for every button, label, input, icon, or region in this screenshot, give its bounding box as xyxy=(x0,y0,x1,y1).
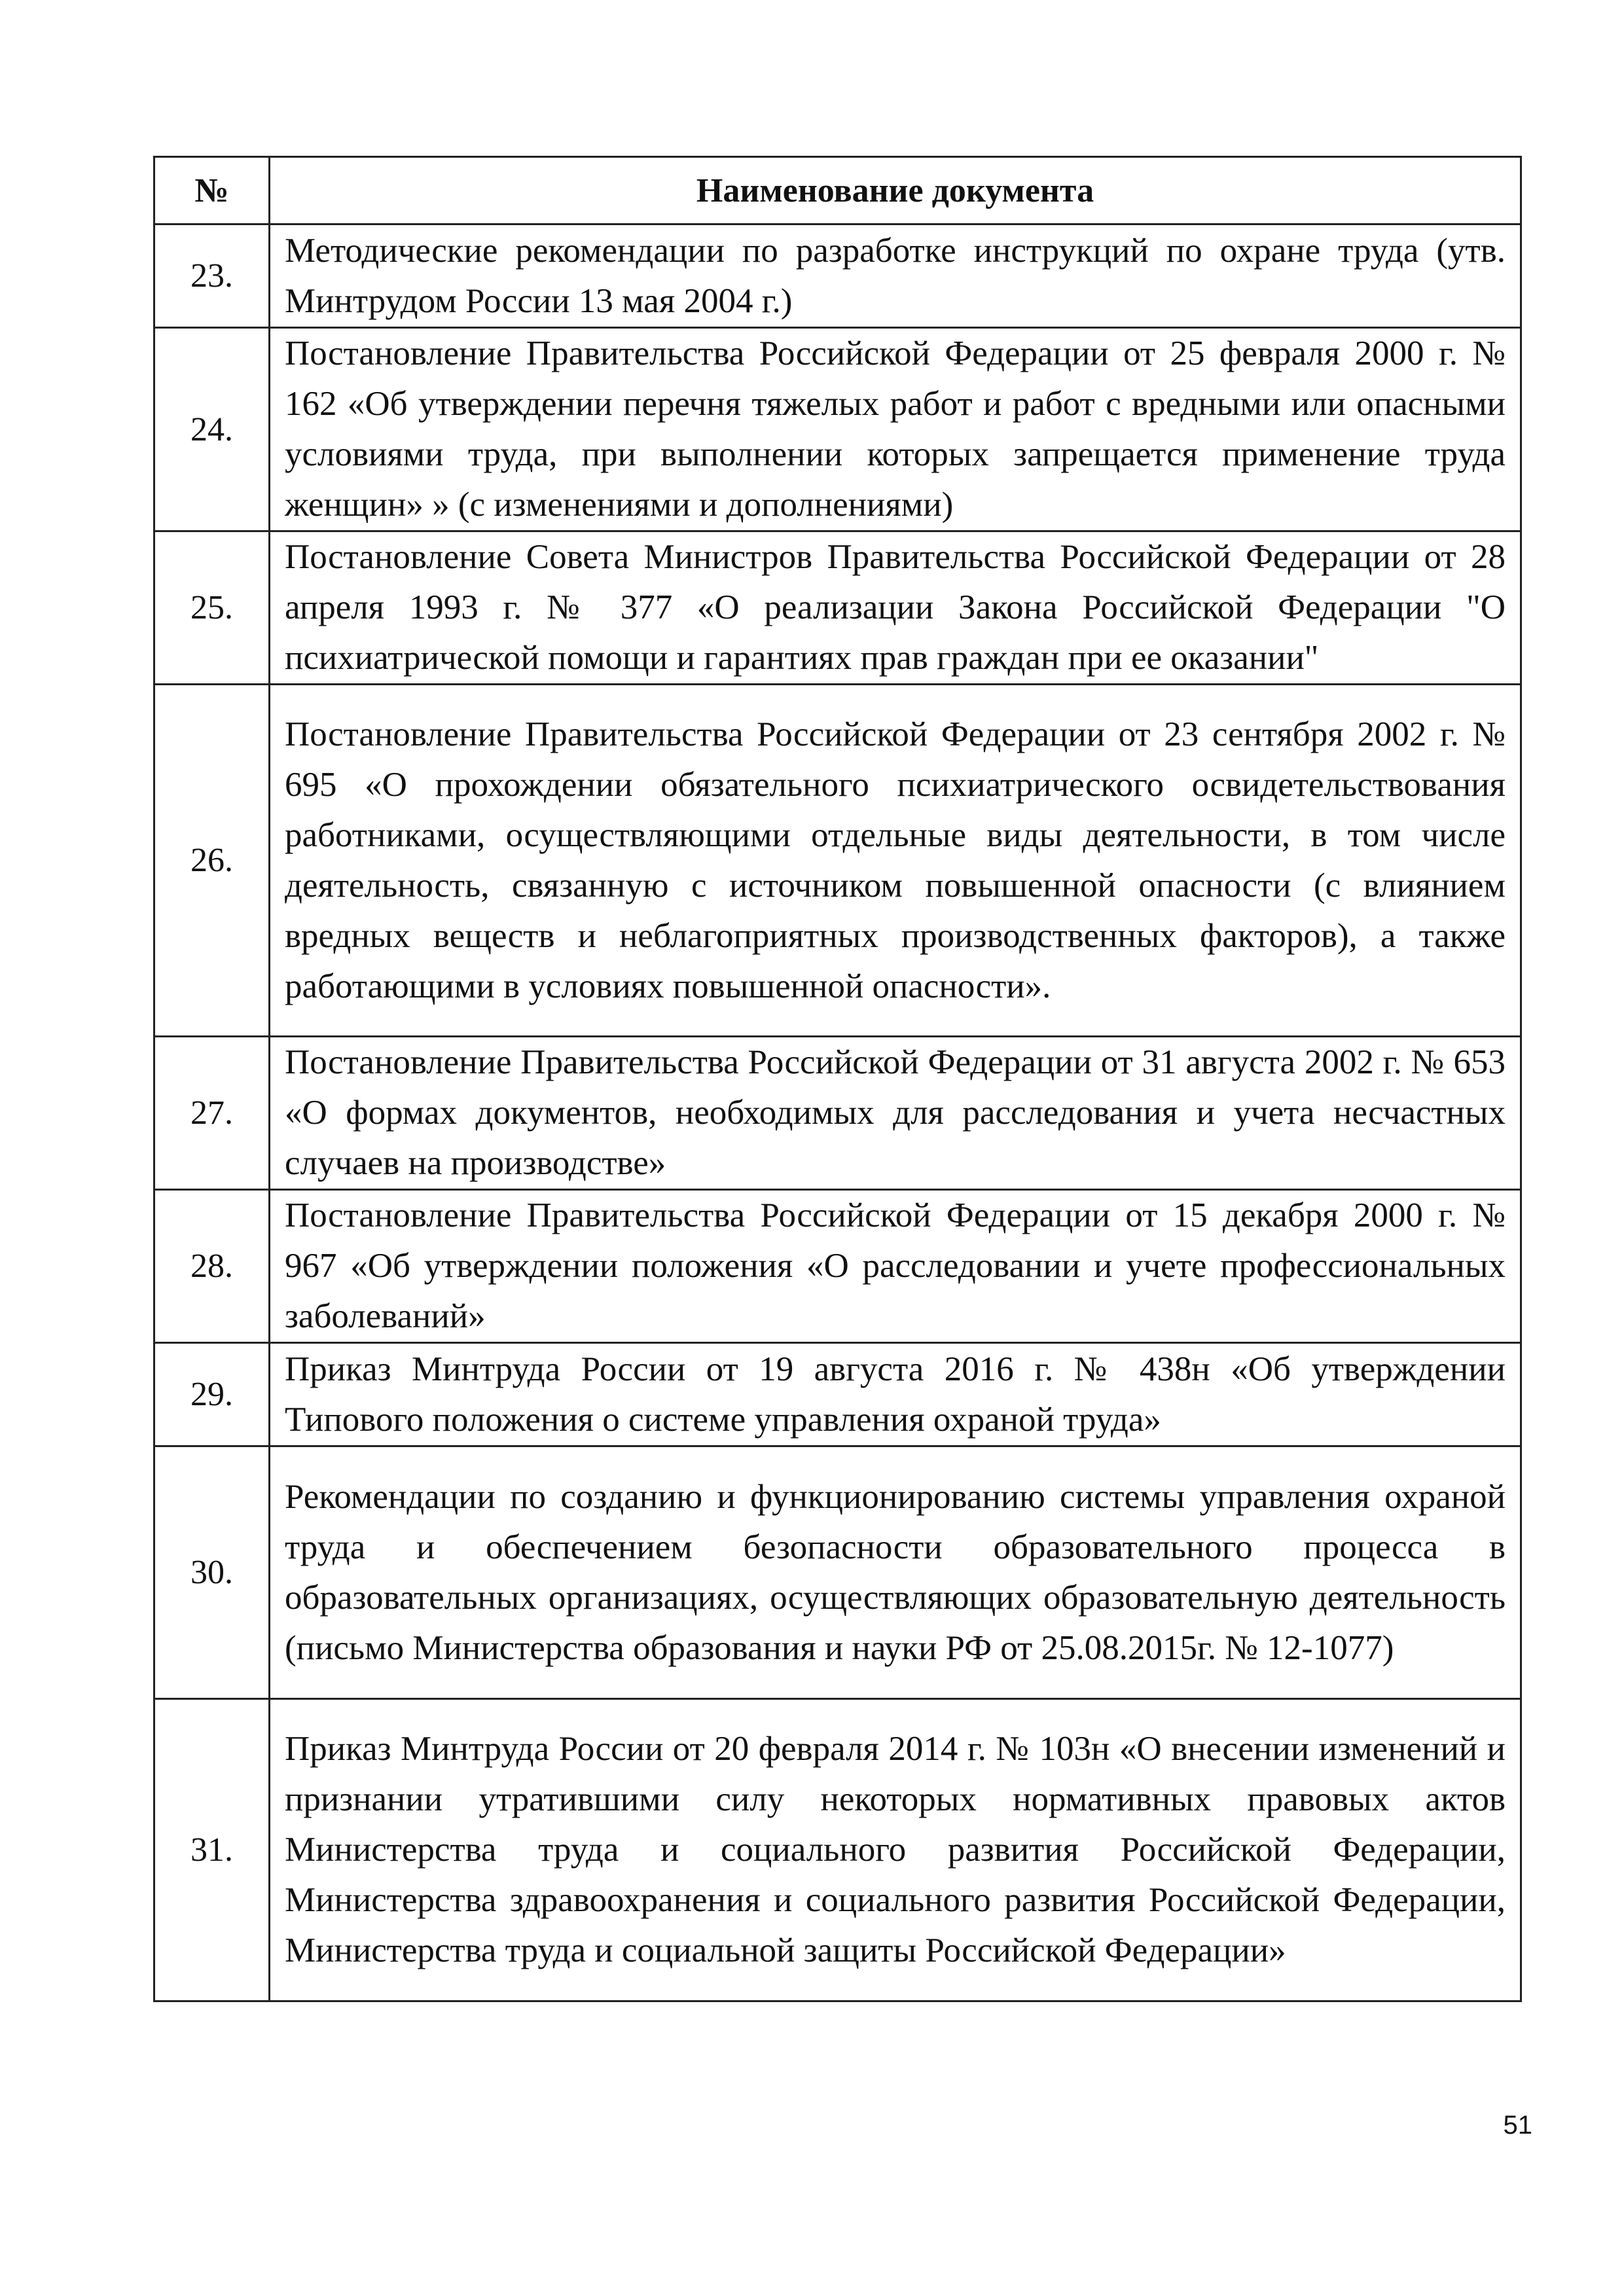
page-number: 51 xyxy=(1503,2111,1532,2140)
row-number: 31. xyxy=(154,1699,270,2001)
row-document-name: Постановление Правительства Российской Федерации от 31 августа 2002 г. № 653 «О формах документов, необходимых для расследования и учета несчастных случаев на производстве» xyxy=(270,1037,1521,1190)
row-number: 29. xyxy=(154,1343,270,1446)
table-row xyxy=(154,1446,1521,1699)
row-number: 30. xyxy=(154,1446,270,1699)
row-document-name: Приказ Минтруда России от 20 февраля 2014 г. № 103н «О внесении изменений и признании утратившими силу некоторых нормативных правовых актов Министерства труда и социального развития Российской Федерации, Министерства здравоохранения и социального развития Российской Федерации, Министерства труда и социальной защиты Российской Федерации» xyxy=(270,1699,1521,2001)
row-number: 23. xyxy=(154,224,270,328)
row-document-name: Постановление Правительства Российской Федерации от 25 февраля 2000 г. № 162 «Об утверждении перечня тяжелых работ и работ с вредными или опасными условиями труда, при выполнении которых запрещается применение труда женщин» » (с изменениями и дополнениями) xyxy=(270,328,1521,531)
table-row xyxy=(154,1699,1521,2001)
table-row xyxy=(154,328,1521,531)
row-number: 25. xyxy=(154,531,270,685)
table-row xyxy=(154,1190,1521,1343)
row-document-name: Рекомендации по созданию и функционированию системы управления охраной труда и обеспечением безопасности образовательного процесса в образовательных организациях, осуществляющих образовательную деятельность (письмо Министерства образования и науки РФ от 25.08.2015г. № 12-1077) xyxy=(270,1446,1521,1699)
table-row xyxy=(154,685,1521,1037)
table-row xyxy=(154,531,1521,685)
row-document-name: Методические рекомендации по разработке инструкций по охране труда (утв. Минтрудом России 13 мая 2004 г.) xyxy=(270,224,1521,328)
table-row xyxy=(154,1037,1521,1190)
row-document-name: Постановление Правительства Российской Федерации от 15 декабря 2000 г. № 967 «Об утверждении положения «О расследовании и учете профессиональных заболеваний» xyxy=(270,1190,1521,1343)
table-row xyxy=(154,1343,1521,1446)
row-number: 27. xyxy=(154,1037,270,1190)
row-document-name: Приказ Минтруда России от 19 августа 2016 г. № 438н «Об утверждении Типового положения о системе управления охраной труда» xyxy=(270,1343,1521,1446)
row-number: 26. xyxy=(154,685,270,1037)
header-document-name: Наименование документа xyxy=(270,157,1521,224)
header-number: № xyxy=(154,157,270,224)
table-row xyxy=(154,224,1521,328)
table-header-row xyxy=(154,157,1521,224)
row-document-name: Постановление Совета Министров Правительства Российской Федерации от 28 апреля 1993 г. № 377 «О реализации Закона Российской Федерации "О психиатрической помощи и гарантиях прав граждан при ее оказании" xyxy=(270,531,1521,685)
row-number: 24. xyxy=(154,328,270,531)
documents-table xyxy=(153,156,1522,2002)
row-number: 28. xyxy=(154,1190,270,1343)
row-document-name: Постановление Правительства Российской Федерации от 23 сентября 2002 г. № 695 «О прохождении обязательного психиатрического освидетельствования работниками, осуществляющими отдельные виды деятельности, в том числе деятельность, связанную с источником повышенной опасности (с влиянием вредных веществ и неблагоприятных производственных факторов), а также работающими в условиях повышенной опасности». xyxy=(270,685,1521,1037)
